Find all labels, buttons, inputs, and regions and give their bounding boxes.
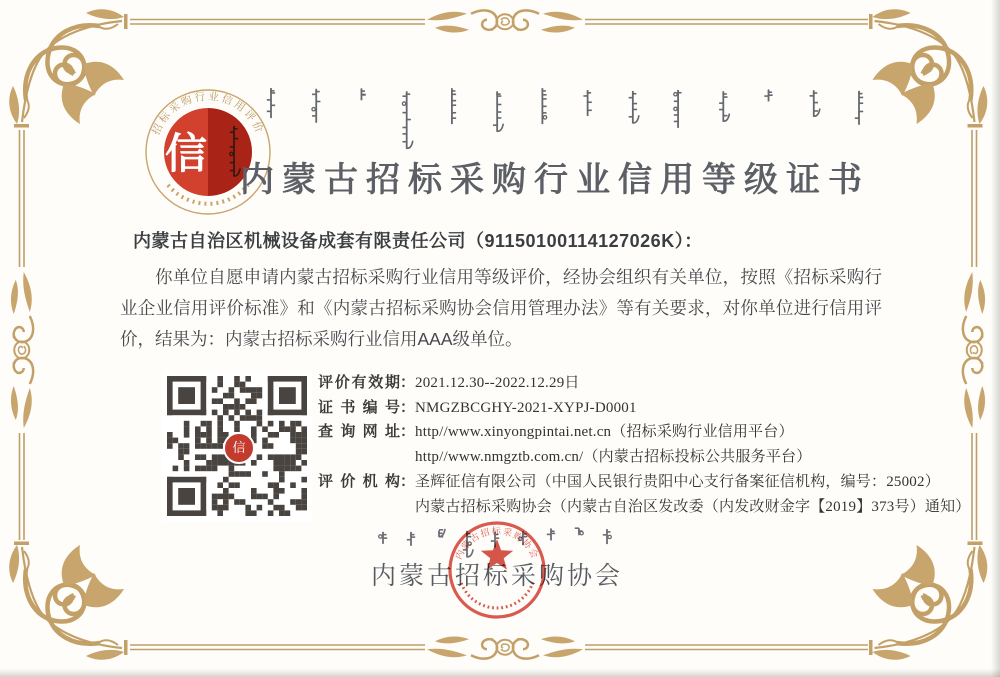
association-name: 内蒙古招标采购协会 (370, 563, 623, 590)
qr-center-logo: 信 (223, 432, 255, 464)
detail-label: 查询网址 (318, 424, 400, 441)
detail-colon: ： (400, 375, 416, 391)
detail-colon: ： (400, 473, 416, 490)
certificate-details (318, 371, 971, 519)
detail-value: 内蒙古招标采购协会（内蒙古自治区发改委（内发改财金字【2019】373号）通知） (415, 498, 971, 515)
detail-row-query-url-1 (318, 420, 898, 445)
detail-row-validity (318, 371, 898, 396)
certificate-title: 内蒙古招标采购行业信用等级证书 (240, 162, 870, 199)
detail-row-query-url-2 (318, 445, 898, 470)
detail-value: 圣辉征信有限公司（中国人民银行贵阳中心支行备案征信机构，编号：25002） (415, 473, 940, 490)
detail-row-evaluator-1 (318, 470, 940, 495)
mongolian-title-line (255, 84, 875, 156)
qr-code (162, 372, 312, 522)
logo-xin-character: 信 (164, 132, 208, 178)
detail-label: 评价有效期 (318, 375, 400, 391)
association-seal (437, 510, 557, 630)
detail-label: 证书编号 (318, 399, 400, 416)
certificate-body-paragraph: 你单位自愿申请内蒙古招标采购行业信用等级评价，经协会组织有关单位，按照《招标采购行业企业信用评价标准》和《内蒙古招标采购协会信用管理办法》等有关要求，对你单位进行信用评价，结果为：内蒙古招标采购行业信用AAA级单位。 (120, 267, 882, 349)
logo-ring-text: 招标采购行业信用评价 (151, 91, 265, 137)
detail-colon: ： (400, 424, 416, 441)
seal-arc-text: 内蒙古招标采购协会 (453, 526, 541, 561)
detail-value: http//www.nmgztb.com.cn/（内蒙古招标投标公共服务平台） (415, 449, 812, 466)
detail-value: 2021.12.30--2022.12.29日 (415, 375, 580, 391)
detail-value: NMGZBCGHY-2021-XYPJ-D0001 (415, 399, 637, 416)
seal-ring (450, 523, 544, 617)
detail-row-evaluator-2 (318, 495, 971, 520)
detail-colon: ： (400, 399, 416, 416)
detail-row-cert-number (318, 396, 898, 421)
detail-label: 评价机构 (318, 473, 400, 490)
seal-bottom-marks (461, 583, 532, 608)
detail-value: http//www.xinyongpintai.net.cn（招标采购行业信用平台） (415, 424, 794, 441)
seal-star-icon (481, 539, 513, 570)
company-name-line: 内蒙古自治区机械设备成套有限责任公司（91150100114127026K）： (133, 231, 703, 251)
